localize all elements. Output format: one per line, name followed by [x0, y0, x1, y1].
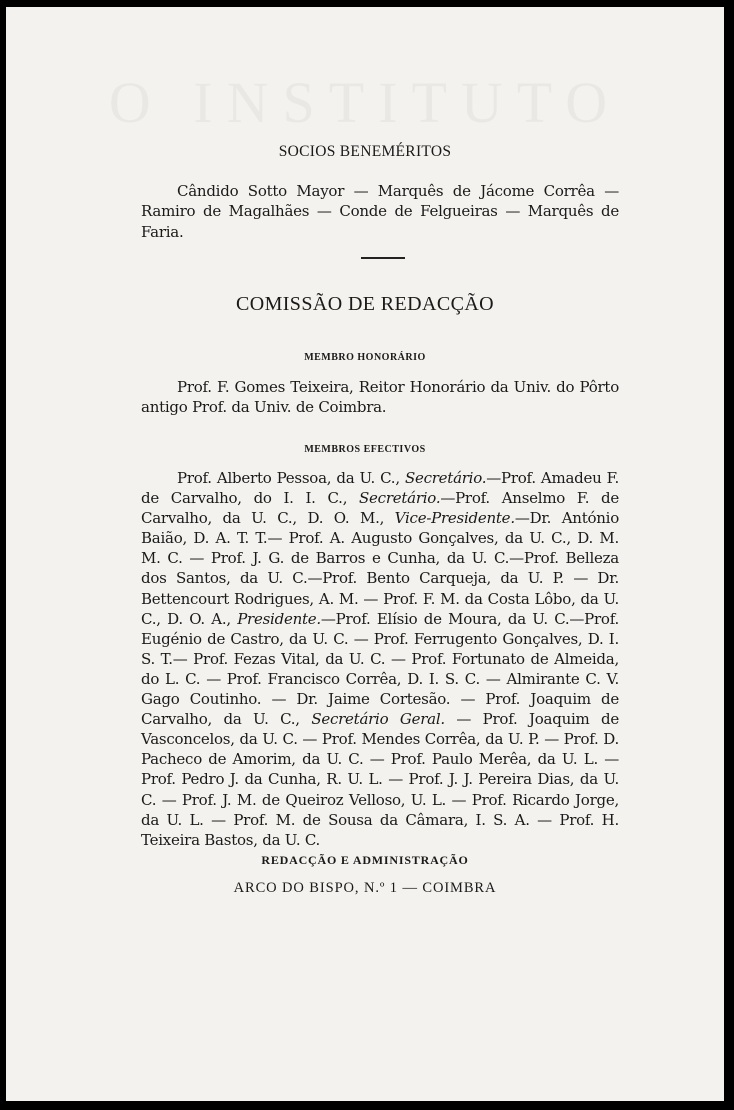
efectivos-role: Presidente.	[237, 609, 321, 628]
socios-text	[141, 181, 619, 242]
honorario-heading: MEMBRO HONORÁRIO	[304, 352, 426, 363]
administracao-address: ARCO DO BISPO, N.º 1 — COIMBRA	[233, 880, 497, 896]
efectivos-text	[141, 468, 619, 850]
efectivos-part: —Dr. António Baião, D. A. T. T.— Prof. A. Augusto Gonçalves, da U. C., D. M. M. C. — Prof. J. G. de Barros e Cunha, da U. C.—Prof. Belleza dos Santos, da U. C.—Prof. Bento Carqueja, da U. P. — Dr. Bettencourt Rodrigues, A. M. — Prof. F. M. da Costa Lôbo, da U. C., D. O. A.,	[141, 509, 619, 628]
efectivos-role: Secretário.	[359, 489, 441, 508]
socios-heading: SOCIOS BENEMÉRITOS	[278, 143, 452, 160]
efectivos-heading: MEMBROS EFECTIVOS	[304, 444, 426, 455]
efectivos-part: —Prof. Anselmo F. de Carvalho, da U. C., D. O. M.,	[141, 489, 619, 528]
honorario-text	[141, 377, 619, 418]
administracao-label: REDACÇÃO E ADMINISTRAÇÃO	[261, 853, 469, 867]
efectivos-role: Secretário.	[404, 469, 487, 487]
efectivos-part: —Prof. Elísio de Moura, da U. C.—Prof. Eugénio de Castro, da U. C. — Prof. Ferrugento Gonçalves, D. I. S. T.— Prof. Fezas Vital, da U. C. — Prof. Fortunato de Almeida, do L. C. — Prof. Francisco Corrêa, D. I. S. C. — Almirante C. V. Gago Coutinho. — Dr. Jaime Cortesão. — Prof. Joaquim de Carvalho, da U. C.,	[141, 609, 619, 729]
efectivos-part: — Prof. Joaquim de Vasconcelos, da U. C. — Prof. Mendes Corrêa, da U. P. — Prof. D. Pacheco de Amorim, da U. C. — Prof. Paulo Merêa, da U. L. — Prof. Pedro J. da Cunha, R. U. L. — Prof. J. J. Pereira Dias, da U. C. — Prof. J. M. de Queiroz Velloso, U. L. — Prof. Ricardo Jorge, da U. L. — Prof. M. de Sousa da Câmara, I. S. A. — Prof. H. Teixeira Bastos, da U. C.	[141, 710, 619, 849]
efectivos-part: Prof. Alberto Pessoa, da U. C.,	[177, 469, 405, 487]
efectivos-role: Secretário Geral.	[311, 710, 445, 729]
efectivos-part: —Prof. Amadeu F. de Carvalho, do I. I. C.,	[141, 469, 619, 508]
document-page	[6, 7, 724, 1101]
section-divider	[361, 257, 405, 259]
efectivos-role: Vice-Presidente.	[394, 509, 515, 528]
honorario-names: Prof. F. Gomes Teixeira, Reitor Honorário da Univ. do Pôrto antigo Prof. da Univ. de Coimbra.	[141, 378, 619, 417]
comissao-heading: COMISSÃO DE REDACÇÃO	[235, 293, 495, 315]
socios-names: Cândido Sotto Mayor — Marquês de Jácome Corrêa — Ramiro de Magalhães — Conde de Felgueiras — Marquês de Faria.	[141, 182, 619, 241]
show-through-text: O INSTITUTO	[108, 70, 622, 135]
